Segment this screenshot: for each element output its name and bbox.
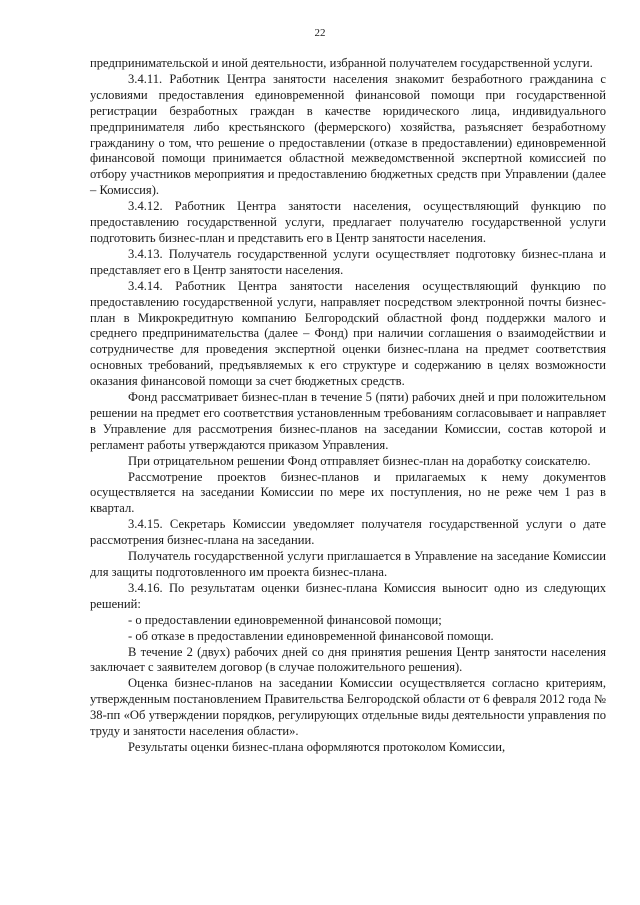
paragraph-fund-review: Фонд рассматривает бизнес-план в течение 5 (пяти) рабочих дней и при положительном решении на предмет его соответствия установленным требованиям согласовывает и направляет в Управление для рассмотрения бизнес-планов на заседании Комиссии, состав которой и регламент работы утверждаются приказом Управления. (90, 390, 606, 452)
paragraph-evaluation-criteria: Оценка бизнес-планов на заседании Комиссии осуществляется согласно критериям, утвержденным постановлением Правительства Белгородской области от 6 февраля 2012 года № 38-пп «Об утверждении порядков, регулирующих отдельные виды деятельности управления по труду и занятости населения области». (90, 676, 606, 739)
paragraph-1: предпринимательской и иной деятельности, избранной получателем государственной услуги. (90, 56, 593, 70)
paragraph-results: Результаты оценки бизнес-плана оформляются протоколом Комиссии, (128, 739, 506, 754)
paragraph-3-4-13: 3.4.13. Получатель государственной услуги осуществляет подготовку бизнес-плана и представляет его в Центр занятости населения. (90, 246, 606, 277)
decision-option-grant: - о предоставлении единовременной финансовой помощи; (128, 612, 442, 627)
paragraph-invitation: Получатель государственной услуги приглашается в Управление на заседание Комиссии для защиты подготовленного им проекта бизнес-плана. (90, 549, 606, 579)
page-number: 22 (314, 27, 326, 39)
paragraph-3-4-12: 3.4.12. Работник Центра занятости населения, осуществляющий функцию по предоставлению государственной услуги, предлагает получателю государственной услуги подготовить бизнес-план и представить его в Центр занятости населения. (90, 199, 606, 245)
decision-option-refusal: - об отказе в предоставлении единовременной финансовой помощи. (128, 628, 494, 643)
paragraph-review-schedule: Рассмотрение проектов бизнес-планов и прилагаемых к нему документов осуществляется на заседании Комиссии по мере их поступления, но не реже чем 1 раз в квартал. (90, 469, 606, 516)
paragraph-negative-decision: При отрицательном решении Фонд отправляет бизнес-план на доработку соискателю. (128, 453, 591, 468)
paragraph-3-4-16: 3.4.16. По результатам оценки бизнес-плана Комиссия выносит одно из следующих решений: (90, 580, 606, 611)
paragraph-3-4-11: 3.4.11. Работник Центра занятости населения знакомит безработного гражданина с условиями предоставления единовременной финансовой помощи при государственной регистрации безработных граждан в качестве юридического лица, индивидуального предпринимателя либо крестьянского (фермерского) хозяйства, разъясняет безработному гражданину о том, что решение о предоставлении (отказе в предоставлении) единовременной финансовой помощи принимается областной межведомственной экспертной комиссией по отбору участников мероприятия и предоставлению бюджетных средств при Управлении (далее – Комиссия). (90, 71, 606, 198)
document-body (90, 56, 606, 756)
paragraph-3-4-15: 3.4.15. Секретарь Комиссии уведомляет получателя государственной услуги о дате рассмотрения бизнес-плана на заседании. (90, 517, 606, 548)
paragraph-contract: В течение 2 (двух) рабочих дней со дня принятия решения Центр занятости населения заключает с заявителем договор (в случае положительного решения). (90, 644, 606, 675)
paragraph-3-4-14: 3.4.14. Работник Центра занятости населения осуществляющий функцию по предоставлению государственной услуги, направляет посредством электронной почты бизнес-план в Микрокредитную компанию Белгородский областной фонд поддержки малого и среднего предпринимательства (далее – Фонд) при наличии соглашения о взаимодействии и сотрудничестве для проведения экспертной оценки бизнес-плана на предмет соответствия основных требований, предъявляемых к его структуре и содержанию в целях возможности оказания финансовой помощи за счет бюджетных средств. (90, 278, 606, 389)
